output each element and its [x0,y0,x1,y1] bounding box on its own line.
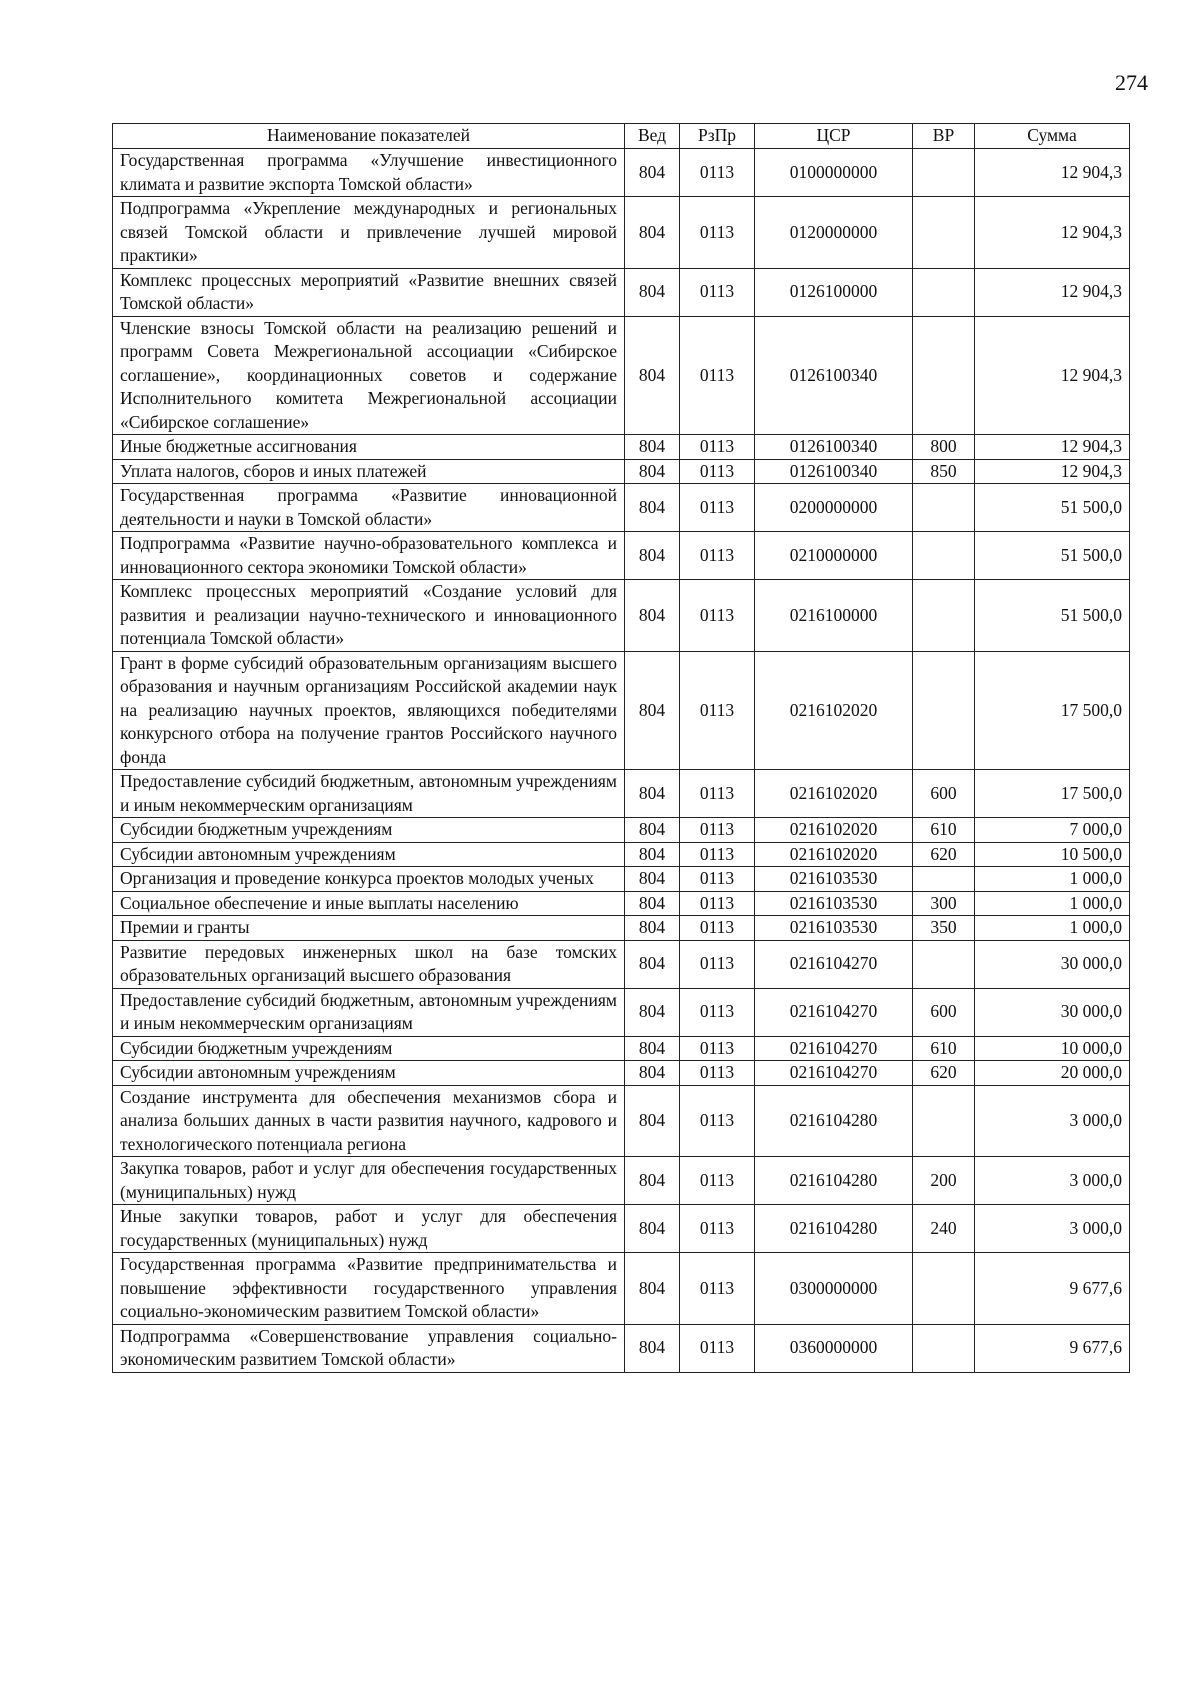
table-row [113,988,1130,1036]
cell-sum: 20 000,0 [975,1061,1130,1086]
cell-ved: 804 [625,940,680,988]
cell-rzpr: 0113 [680,891,755,916]
cell-sum: 51 500,0 [975,580,1130,652]
cell-name: Субсидии бюджетным учреждениям [113,1036,625,1061]
cell-name: Социальное обеспечение и иные выплаты населению [113,891,625,916]
cell-rzpr: 0113 [680,988,755,1036]
cell-ved: 804 [625,268,680,316]
cell-name: Субсидии автономным учреждениям [113,1061,625,1086]
table-row [113,435,1130,460]
cell-csr: 0216102020 [755,651,913,770]
header-rzpr: РзПр [680,124,755,149]
cell-sum: 51 500,0 [975,532,1130,580]
cell-rzpr: 0113 [680,867,755,892]
cell-ved: 804 [625,651,680,770]
cell-ved: 804 [625,435,680,460]
cell-sum: 10 500,0 [975,842,1130,867]
table-body [113,149,1130,1373]
page-number: 274 [1115,70,1148,95]
cell-rzpr: 0113 [680,818,755,843]
cell-rzpr: 0113 [680,197,755,269]
cell-rzpr: 0113 [680,916,755,941]
cell-ved: 804 [625,818,680,843]
cell-sum: 12 904,3 [975,149,1130,197]
cell-rzpr: 0113 [680,1157,755,1205]
cell-vr: 200 [913,1157,975,1205]
cell-ved: 804 [625,1324,680,1372]
cell-name: Субсидии автономным учреждениям [113,842,625,867]
cell-ved: 804 [625,1036,680,1061]
cell-csr: 0216102020 [755,770,913,818]
cell-rzpr: 0113 [680,842,755,867]
cell-vr: 620 [913,1061,975,1086]
cell-ved: 804 [625,1205,680,1253]
table-row [113,268,1130,316]
cell-sum: 1 000,0 [975,891,1130,916]
cell-rzpr: 0113 [680,940,755,988]
cell-sum: 30 000,0 [975,940,1130,988]
cell-ved: 804 [625,149,680,197]
table-row [113,1324,1130,1372]
cell-csr: 0216102020 [755,842,913,867]
cell-ved: 804 [625,891,680,916]
cell-sum: 3 000,0 [975,1157,1130,1205]
cell-vr [913,197,975,269]
cell-name: Членские взносы Томской области на реализацию решений и программ Совета Межрегиональной ассоциации «Сибирское соглашение», координационных советов и содержание Исполнительного комитета Межрегиональной ассоциации «Сибирское соглашение» [113,316,625,435]
cell-ved: 804 [625,484,680,532]
table-row [113,1253,1130,1325]
cell-name: Иные бюджетные ассигнования [113,435,625,460]
table-row [113,459,1130,484]
cell-sum: 7 000,0 [975,818,1130,843]
table-row [113,891,1130,916]
cell-name: Премии и гранты [113,916,625,941]
cell-name: Предоставление субсидий бюджетным, автономным учреждениям и иным некоммерческим организациям [113,770,625,818]
cell-ved: 804 [625,316,680,435]
table-row [113,842,1130,867]
cell-sum: 12 904,3 [975,197,1130,269]
cell-rzpr: 0113 [680,1085,755,1157]
table-row [113,940,1130,988]
table-row [113,651,1130,770]
table-row [113,1061,1130,1086]
cell-name: Уплата налогов, сборов и иных платежей [113,459,625,484]
cell-csr: 0216104270 [755,1036,913,1061]
cell-rzpr: 0113 [680,580,755,652]
cell-vr [913,484,975,532]
table-row [113,1036,1130,1061]
cell-rzpr: 0113 [680,435,755,460]
cell-csr: 0126100000 [755,268,913,316]
cell-sum: 51 500,0 [975,484,1130,532]
table-row [113,818,1130,843]
cell-sum: 12 904,3 [975,435,1130,460]
header-name: Наименование показателей [113,124,625,149]
cell-csr: 0216103530 [755,916,913,941]
cell-rzpr: 0113 [680,484,755,532]
cell-rzpr: 0113 [680,532,755,580]
cell-rzpr: 0113 [680,268,755,316]
cell-vr: 610 [913,1036,975,1061]
cell-vr [913,149,975,197]
cell-ved: 804 [625,1253,680,1325]
cell-name: Предоставление субсидий бюджетным, автономным учреждениям и иным некоммерческим организациям [113,988,625,1036]
cell-ved: 804 [625,532,680,580]
cell-vr: 600 [913,770,975,818]
cell-sum: 1 000,0 [975,916,1130,941]
cell-vr: 620 [913,842,975,867]
cell-rzpr: 0113 [680,1324,755,1372]
cell-rzpr: 0113 [680,1036,755,1061]
cell-csr: 0216104280 [755,1085,913,1157]
cell-vr: 300 [913,891,975,916]
cell-vr: 350 [913,916,975,941]
header-csr: ЦСР [755,124,913,149]
cell-csr: 0216104270 [755,1061,913,1086]
cell-vr: 800 [913,435,975,460]
cell-csr: 0216104270 [755,988,913,1036]
header-ved: Вед [625,124,680,149]
cell-vr [913,1324,975,1372]
cell-vr [913,867,975,892]
cell-vr [913,316,975,435]
cell-csr: 0216104280 [755,1205,913,1253]
cell-name: Организация и проведение конкурса проектов молодых ученых [113,867,625,892]
cell-name: Развитие передовых инженерных школ на базе томских образовательных организаций высшего образования [113,940,625,988]
cell-vr: 600 [913,988,975,1036]
cell-vr [913,1253,975,1325]
cell-name: Грант в форме субсидий образовательным организациям высшего образования и научным организациям Российской академии наук на реализацию научных проектов, являющихся победителями конкурсного отбора на получение грантов Российского научного фонда [113,651,625,770]
table-row [113,867,1130,892]
cell-vr: 610 [913,818,975,843]
cell-sum: 9 677,6 [975,1253,1130,1325]
cell-csr: 0216104270 [755,940,913,988]
cell-rzpr: 0113 [680,770,755,818]
cell-sum: 3 000,0 [975,1205,1130,1253]
table-row [113,532,1130,580]
cell-ved: 804 [625,770,680,818]
cell-ved: 804 [625,916,680,941]
table-row [113,484,1130,532]
cell-name: Подпрограмма «Совершенствование управления социально-экономическим развитием Томской области» [113,1324,625,1372]
cell-name: Государственная программа «Развитие инновационной деятельности и науки в Томской области» [113,484,625,532]
cell-ved: 804 [625,1085,680,1157]
cell-name: Подпрограмма «Развитие научно-образовательного комплекса и инновационного сектора экономики Томской области» [113,532,625,580]
cell-sum: 9 677,6 [975,1324,1130,1372]
cell-ved: 804 [625,988,680,1036]
cell-csr: 0100000000 [755,149,913,197]
cell-sum: 12 904,3 [975,459,1130,484]
cell-name: Иные закупки товаров, работ и услуг для обеспечения государственных (муниципальных) нужд [113,1205,625,1253]
table-row [113,1085,1130,1157]
cell-sum: 30 000,0 [975,988,1130,1036]
cell-vr [913,532,975,580]
table-row [113,1205,1130,1253]
cell-csr: 0120000000 [755,197,913,269]
cell-csr: 0200000000 [755,484,913,532]
cell-rzpr: 0113 [680,149,755,197]
cell-vr [913,268,975,316]
table-row [113,149,1130,197]
cell-csr: 0216104280 [755,1157,913,1205]
cell-sum: 17 500,0 [975,770,1130,818]
cell-csr: 0126100340 [755,316,913,435]
cell-rzpr: 0113 [680,1253,755,1325]
cell-name: Комплекс процессных мероприятий «Создание условий для развития и реализации научно-технического и инновационного потенциала Томской области» [113,580,625,652]
cell-name: Субсидии бюджетным учреждениям [113,818,625,843]
table-row [113,580,1130,652]
cell-ved: 804 [625,459,680,484]
cell-csr: 0216103530 [755,867,913,892]
cell-csr: 0126100340 [755,459,913,484]
cell-name: Государственная программа «Улучшение инвестиционного климата и развитие экспорта Томской области» [113,149,625,197]
cell-csr: 0210000000 [755,532,913,580]
table-row [113,1157,1130,1205]
table-row [113,916,1130,941]
cell-sum: 10 000,0 [975,1036,1130,1061]
table-header [113,124,1130,149]
cell-vr: 240 [913,1205,975,1253]
cell-rzpr: 0113 [680,651,755,770]
header-row [113,124,1130,149]
cell-rzpr: 0113 [680,1205,755,1253]
cell-name: Комплекс процессных мероприятий «Развитие внешних связей Томской области» [113,268,625,316]
cell-vr [913,1085,975,1157]
cell-csr: 0126100340 [755,435,913,460]
header-vr: ВР [913,124,975,149]
cell-rzpr: 0113 [680,459,755,484]
table-row [113,316,1130,435]
cell-vr [913,940,975,988]
cell-sum: 3 000,0 [975,1085,1130,1157]
cell-ved: 804 [625,580,680,652]
cell-csr: 0360000000 [755,1324,913,1372]
cell-ved: 804 [625,197,680,269]
table-row [113,770,1130,818]
cell-name: Подпрограмма «Укрепление международных и региональных связей Томской области и привлечение лучшей мировой практики» [113,197,625,269]
cell-rzpr: 0113 [680,1061,755,1086]
cell-name: Закупка товаров, работ и услуг для обеспечения государственных (муниципальных) нужд [113,1157,625,1205]
cell-ved: 804 [625,1157,680,1205]
cell-sum: 12 904,3 [975,316,1130,435]
cell-sum: 12 904,3 [975,268,1130,316]
cell-rzpr: 0113 [680,316,755,435]
cell-ved: 804 [625,867,680,892]
cell-csr: 0216103530 [755,891,913,916]
cell-csr: 0300000000 [755,1253,913,1325]
cell-sum: 17 500,0 [975,651,1130,770]
table-row [113,197,1130,269]
cell-name: Государственная программа «Развитие предпринимательства и повышение эффективности государственного управления социально-экономическим развитием Томской области» [113,1253,625,1325]
cell-vr [913,651,975,770]
cell-csr: 0216102020 [755,818,913,843]
cell-csr: 0216100000 [755,580,913,652]
cell-sum: 1 000,0 [975,867,1130,892]
budget-table [112,123,1130,1373]
cell-name: Создание инструмента для обеспечения механизмов сбора и анализа больших данных в части развития научного, кадрового и технологического потенциала региона [113,1085,625,1157]
cell-vr: 850 [913,459,975,484]
cell-ved: 804 [625,1061,680,1086]
cell-vr [913,580,975,652]
header-sum: Сумма [975,124,1130,149]
cell-ved: 804 [625,842,680,867]
